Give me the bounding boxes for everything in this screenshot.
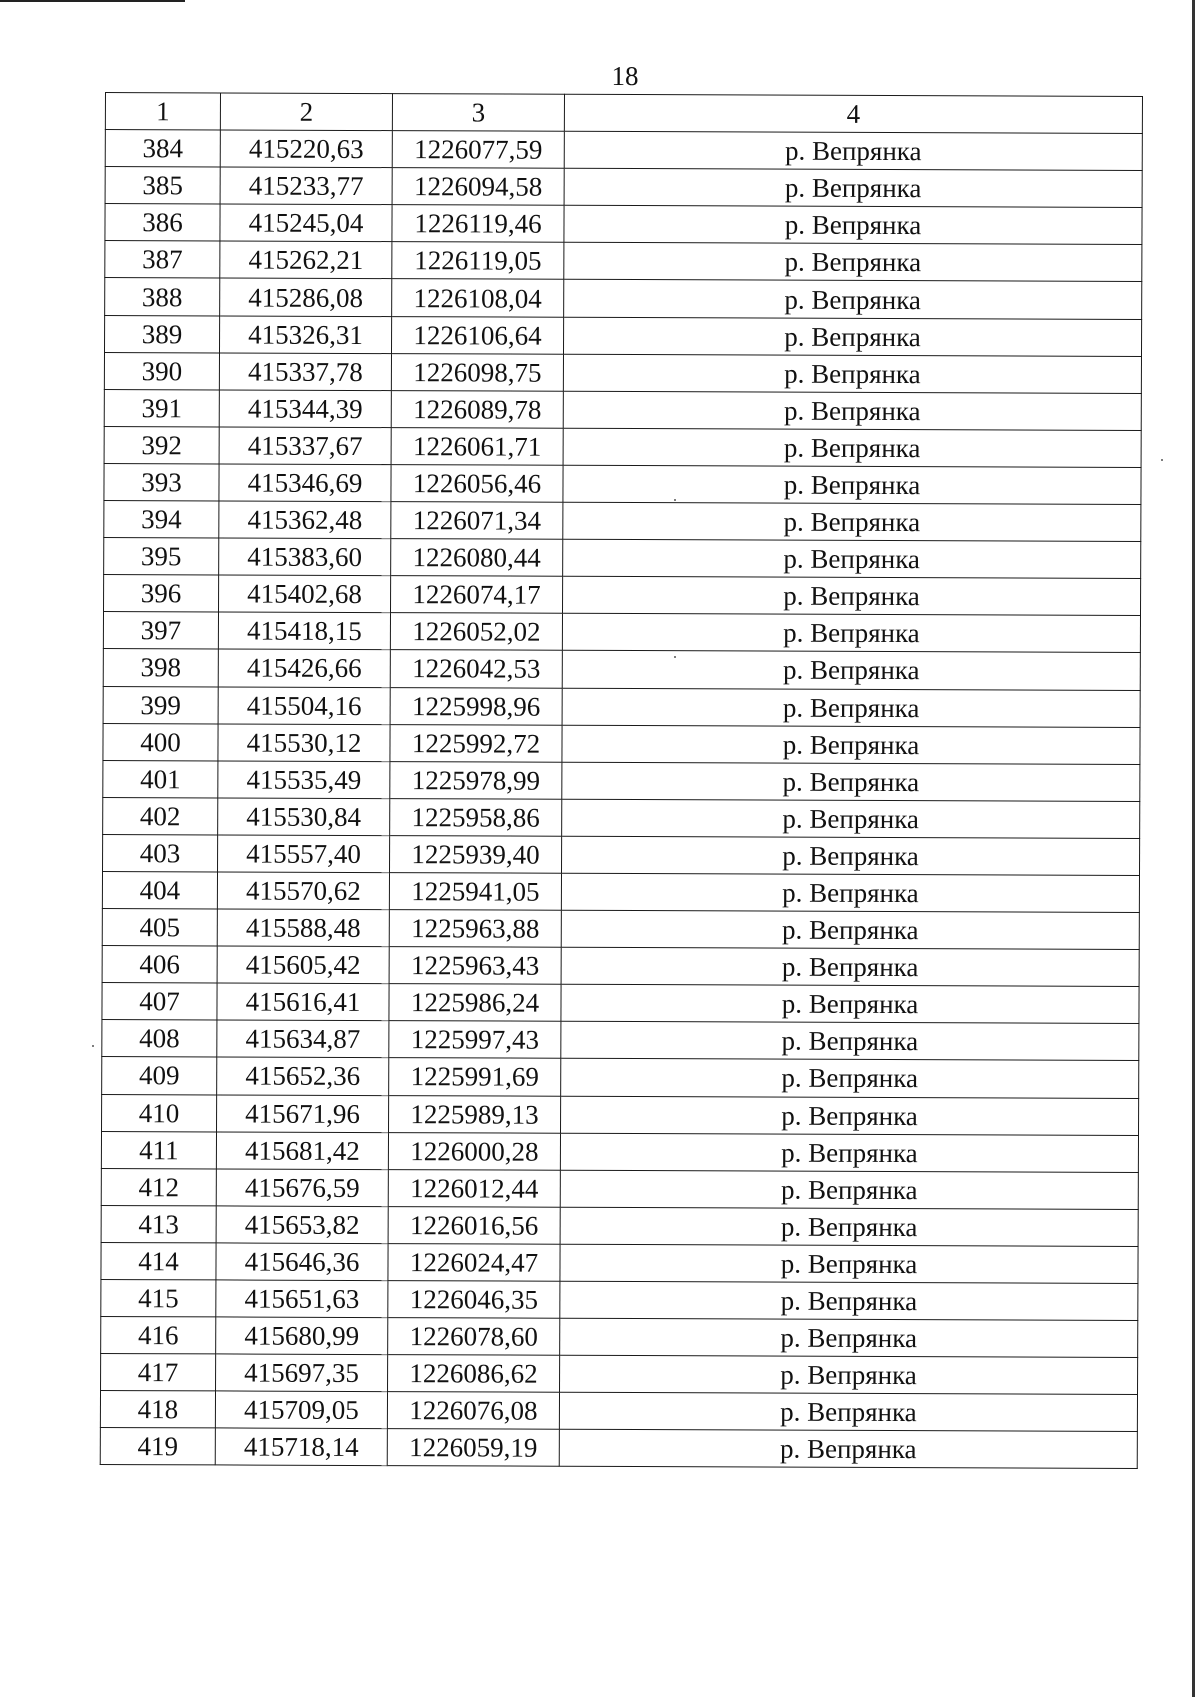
point-number-cell: 384 [105,130,220,168]
description-cell: р. Вепрянка [561,1022,1139,1061]
point-number-cell: 400 [103,723,218,761]
point-number-cell: 398 [103,649,218,687]
table-row [100,1391,1137,1432]
table-row [102,871,1139,912]
description-cell: р. Вепрянка [560,1318,1138,1357]
x-coordinate-cell: 415286,08 [220,278,392,316]
y-coordinate-cell: 1225997,43 [389,1021,561,1059]
table-body [100,130,1142,1469]
x-coordinate-cell: 415697,35 [216,1354,388,1392]
top-edge-rule [0,0,185,2]
table-row [101,1317,1138,1358]
table-header-row [105,93,1142,134]
description-cell: р. Вепрянка [561,873,1139,912]
x-coordinate-cell: 415418,15 [218,612,390,650]
table-row [104,501,1141,542]
description-cell: р. Вепрянка [561,1059,1139,1098]
x-coordinate-cell: 415504,16 [218,686,390,724]
y-coordinate-cell: 1225939,40 [390,835,562,873]
point-number-cell: 393 [104,463,219,501]
y-coordinate-cell: 1226119,46 [392,205,564,243]
y-coordinate-cell: 1226012,44 [388,1169,560,1207]
right-edge-rule [1192,0,1195,1697]
description-cell: р. Вепрянка [562,614,1140,653]
y-coordinate-cell: 1226080,44 [391,539,563,577]
scan-speck [674,499,676,501]
scan-speck [674,656,676,658]
description-cell: р. Вепрянка [564,206,1142,245]
scan-speck [92,1045,94,1047]
y-coordinate-cell: 1226046,35 [388,1281,560,1319]
y-coordinate-cell: 1226061,71 [391,427,563,465]
description-cell: р. Вепрянка [560,1281,1138,1320]
y-coordinate-cell: 1226024,47 [388,1244,560,1282]
y-coordinate-cell: 1226077,59 [392,131,564,169]
table-row [101,1354,1138,1395]
point-number-cell: 394 [104,501,219,539]
point-number-cell: 389 [105,315,220,353]
y-coordinate-cell: 1225978,99 [390,761,562,799]
table-row [105,315,1142,356]
y-coordinate-cell: 1226042,53 [390,650,562,688]
table-row [103,723,1140,764]
x-coordinate-cell: 415337,78 [219,353,391,391]
coordinates-table [100,92,1143,1469]
point-number-cell: 412 [101,1168,216,1206]
description-cell: р. Вепрянка [563,391,1141,430]
y-coordinate-cell: 1226056,46 [391,465,563,503]
point-number-cell: 416 [101,1317,216,1355]
x-coordinate-cell: 415680,99 [216,1317,388,1355]
description-cell: р. Вепрянка [562,836,1140,875]
x-coordinate-cell: 415605,42 [217,946,389,984]
x-coordinate-cell: 415346,69 [219,464,391,502]
description-cell: р. Вепрянка [562,799,1140,838]
point-number-cell: 390 [104,352,219,390]
x-coordinate-cell: 415344,39 [219,390,391,428]
x-coordinate-cell: 415676,59 [216,1169,388,1207]
description-cell: р. Вепрянка [560,1170,1138,1209]
point-number-cell: 411 [101,1131,216,1169]
x-coordinate-cell: 415535,49 [218,761,390,799]
x-coordinate-cell: 415652,36 [217,1057,389,1095]
table-row [101,1279,1138,1320]
point-number-cell: 405 [102,909,217,947]
table-row [103,686,1140,727]
point-number-cell: 410 [102,1094,217,1132]
x-coordinate-cell: 415362,48 [219,501,391,539]
x-coordinate-cell: 415326,31 [220,316,392,354]
y-coordinate-cell: 1225958,86 [390,798,562,836]
table-row [105,204,1142,245]
table-row [102,1057,1139,1098]
description-cell: р. Вепрянка [563,428,1141,467]
description-cell: р. Вепрянка [563,354,1141,393]
y-coordinate-cell: 1226074,17 [391,576,563,614]
y-coordinate-cell: 1225992,72 [390,724,562,762]
description-cell: р. Вепрянка [562,651,1140,690]
point-number-cell: 408 [102,1020,217,1058]
description-cell: р. Вепрянка [560,1207,1138,1246]
description-cell: р. Вепрянка [560,1355,1138,1394]
table-row [105,130,1142,171]
y-coordinate-cell: 1226108,04 [392,279,564,317]
x-coordinate-cell: 415426,66 [218,649,390,687]
description-cell: р. Вепрянка [563,465,1141,504]
y-coordinate-cell: 1225941,05 [389,873,561,911]
y-coordinate-cell: 1225963,88 [389,910,561,948]
table-row [101,1168,1138,1209]
point-number-cell: 386 [105,204,220,242]
point-number-cell: 419 [100,1428,215,1466]
point-number-cell: 392 [104,426,219,464]
description-cell: р. Вепрянка [561,985,1139,1024]
y-coordinate-cell: 1226078,60 [388,1318,560,1356]
x-coordinate-cell: 415262,21 [220,241,392,279]
x-coordinate-cell: 415383,60 [219,538,391,576]
table-row [101,1131,1138,1172]
description-cell: р. Вепрянка [562,688,1140,727]
y-coordinate-cell: 1226000,28 [388,1132,560,1170]
x-coordinate-cell: 415570,62 [217,872,389,910]
y-coordinate-cell: 1225963,43 [389,947,561,985]
point-number-cell: 401 [103,760,218,798]
y-coordinate-cell: 1226016,56 [388,1206,560,1244]
description-cell: р. Вепрянка [564,280,1142,319]
x-coordinate-cell: 415671,96 [217,1094,389,1132]
point-number-cell: 385 [105,167,220,205]
x-coordinate-cell: 415709,05 [215,1391,387,1429]
description-cell: р. Вепрянка [564,243,1142,282]
y-coordinate-cell: 1226076,08 [387,1392,559,1430]
table-row [100,1428,1137,1469]
x-coordinate-cell: 415718,14 [215,1428,387,1466]
table-row [103,834,1140,875]
point-number-cell: 413 [101,1205,216,1243]
x-coordinate-cell: 415646,36 [216,1243,388,1281]
table-row [101,1242,1138,1283]
x-coordinate-cell: 415651,63 [216,1280,388,1318]
point-number-cell: 397 [103,612,218,650]
y-coordinate-cell: 1226086,62 [388,1355,560,1393]
description-cell: р. Вепрянка [560,1133,1138,1172]
table-row [102,983,1139,1024]
table-row [102,909,1139,950]
point-number-cell: 407 [102,983,217,1021]
description-cell: р. Вепрянка [564,168,1142,207]
y-coordinate-cell: 1226106,64 [391,316,563,354]
x-coordinate-cell: 415530,12 [218,724,390,762]
y-coordinate-cell: 1226098,75 [391,353,563,391]
description-cell: р. Вепрянка [562,762,1140,801]
y-coordinate-cell: 1226089,78 [391,390,563,428]
column-header-4: 4 [564,94,1142,133]
page-number: 18 [611,61,639,91]
description-cell: р. Вепрянка [563,502,1141,541]
point-number-cell: 418 [100,1391,215,1429]
table-row [104,389,1141,430]
y-coordinate-cell: 1226059,19 [387,1429,559,1467]
table-row [104,352,1141,393]
scan-speck [1161,459,1163,461]
description-cell: р. Вепрянка [563,539,1141,578]
table-row [105,241,1142,282]
y-coordinate-cell: 1225998,96 [390,687,562,725]
table-row [104,575,1141,616]
table-row [103,760,1140,801]
description-cell: р. Вепрянка [564,131,1142,170]
x-coordinate-cell: 415245,04 [220,204,392,242]
point-number-cell: 399 [103,686,218,724]
y-coordinate-cell: 1226119,05 [392,242,564,280]
point-number-cell: 402 [103,797,218,835]
x-coordinate-cell: 415220,63 [220,130,392,168]
x-coordinate-cell: 415402,68 [219,575,391,613]
description-cell: р. Вепрянка [563,317,1141,356]
table-row [103,797,1140,838]
x-coordinate-cell: 415337,67 [219,427,391,465]
table-row [101,1205,1138,1246]
description-cell: р. Вепрянка [560,1244,1138,1283]
description-cell: р. Вепрянка [559,1393,1137,1432]
column-header-3: 3 [392,94,564,132]
description-cell: р. Вепрянка [561,947,1139,986]
point-number-cell: 414 [101,1242,216,1280]
table-row [102,1020,1139,1061]
table-row [103,649,1140,690]
x-coordinate-cell: 415530,84 [218,798,390,836]
y-coordinate-cell: 1226052,02 [390,613,562,651]
x-coordinate-cell: 415616,41 [217,983,389,1021]
point-number-cell: 406 [102,946,217,984]
table-row [104,538,1141,579]
point-number-cell: 409 [102,1057,217,1095]
point-number-cell: 417 [101,1354,216,1392]
x-coordinate-cell: 415681,42 [216,1132,388,1170]
y-coordinate-cell: 1226071,34 [391,502,563,540]
description-cell: р. Вепрянка [559,1430,1137,1469]
table-row [103,612,1140,653]
description-cell: р. Вепрянка [563,576,1141,615]
table-row [102,946,1139,987]
column-header-2: 2 [220,93,392,131]
x-coordinate-cell: 415233,77 [220,167,392,205]
y-coordinate-cell: 1225986,24 [389,984,561,1022]
point-number-cell: 391 [104,389,219,427]
point-number-cell: 403 [103,834,218,872]
column-header-1: 1 [105,93,220,131]
point-number-cell: 395 [104,538,219,576]
point-number-cell: 415 [101,1279,216,1317]
description-cell: р. Вепрянка [561,1096,1139,1135]
x-coordinate-cell: 415557,40 [218,835,390,873]
point-number-cell: 396 [104,575,219,613]
table-row [104,463,1141,504]
table-row [102,1094,1139,1135]
table-row [105,278,1142,319]
point-number-cell: 404 [102,871,217,909]
x-coordinate-cell: 415634,87 [217,1020,389,1058]
y-coordinate-cell: 1225991,69 [389,1058,561,1096]
table-row [104,426,1141,467]
y-coordinate-cell: 1225989,13 [389,1095,561,1133]
description-cell: р. Вепрянка [562,725,1140,764]
description-cell: р. Вепрянка [561,910,1139,949]
table-row [105,167,1142,208]
y-coordinate-cell: 1226094,58 [392,168,564,206]
point-number-cell: 387 [105,241,220,279]
point-number-cell: 388 [105,278,220,316]
x-coordinate-cell: 415588,48 [217,909,389,947]
x-coordinate-cell: 415653,82 [216,1206,388,1244]
